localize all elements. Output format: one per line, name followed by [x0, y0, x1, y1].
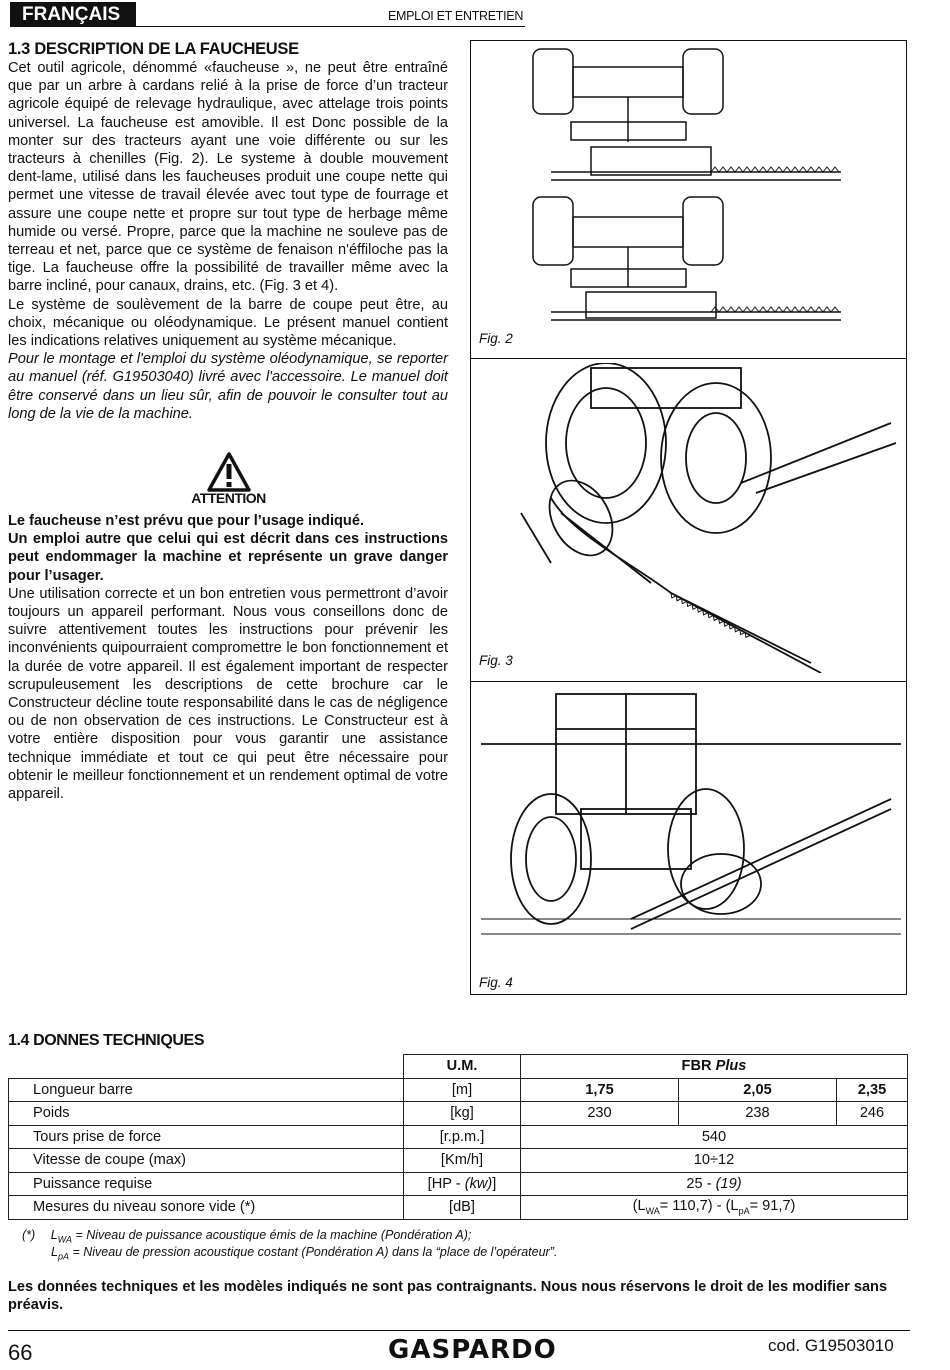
spec-value-part: (19) — [715, 1175, 742, 1192]
spec-label: Longueur barre — [9, 1078, 404, 1102]
spec-value-part: = 110,7) - (L — [659, 1198, 739, 1215]
footer-rule — [8, 1330, 910, 1331]
brand-logo: GASPARDO — [388, 1335, 557, 1365]
spec-value: 246 — [837, 1102, 908, 1126]
spec-value-part: = 91,7) — [749, 1198, 796, 1215]
spec-unit: [Km/h] — [404, 1149, 521, 1173]
spec-value: 2,35 — [837, 1078, 908, 1102]
spec-unit: [m] — [404, 1078, 521, 1102]
fig4-drawing — [481, 689, 901, 959]
spec-unit-part: (kw) — [464, 1175, 493, 1192]
specs-header-um: U.M. — [404, 1055, 521, 1079]
attention-paragraph: Une utilisation correcte et un bon entretien vous permettront d’avoir toujours un appareil performant. Nous vous conseillons donc de suivre attentivement toutes les instructions pour prévenir les inconvénients quipourraient compromettre le bon fonctionnement et la durée de votre appareil. Il est également important de respecter scrupuleusement les descriptions de cette brochure car le Constructeur décline toute responsabilité dans le cas de négligence ou de non observation de ces instructions. Le Constructeur est à votre entière disposition pour vous garantir une assistance technique immédiate et tout ce qui peut être nécessaire pour obtenir le meilleur fonctionnement et un rendement optimal de votre appareil. — [8, 585, 448, 803]
language-tab: FRANÇAIS — [10, 2, 136, 27]
spec-value-sub: pA — [738, 1206, 750, 1217]
spec-value — [521, 1196, 908, 1220]
fig3-drawing — [511, 363, 901, 673]
table-row — [9, 1196, 908, 1220]
table-row — [9, 1149, 908, 1173]
specs-header-row — [9, 1055, 908, 1079]
spec-value: 1,75 — [521, 1078, 679, 1102]
section-title-description: 1.3 DESCRIPTION DE LA FAUCHEUSE — [8, 40, 299, 58]
spec-unit: [dB] — [404, 1196, 521, 1220]
header-rule — [10, 26, 525, 27]
note-symbol-sub: pA — [57, 1251, 69, 1262]
spec-value: 2,05 — [679, 1078, 837, 1102]
figures-frame — [470, 40, 907, 995]
fig2-label: Fig. 2 — [479, 331, 513, 346]
spec-value: 230 — [521, 1102, 679, 1126]
spec-value — [521, 1172, 908, 1196]
specs-table — [8, 1054, 908, 1220]
specs-note-2 — [51, 1245, 557, 1262]
note-symbol-sub: WA — [57, 1234, 72, 1245]
spec-label: Poids — [9, 1102, 404, 1126]
table-row — [9, 1125, 908, 1149]
description-paragraph-1: Cet outil agricole, dénommé «faucheuse », ne peut être entraîné que par un arbre à cardans relié à la prise de force d’un tracteur agricole équipé de relevage hydraulique, avec attelage trois points universel. La faucheuse est amovible. Il est Donc possible de la monter sur des tracteurs ayant une voie différente ou sur les tracteurs à chenilles (Fig. 2). Le systeme à double mouvement dent-lame, utilisé dans les faucheuses produit une coupe nette qui permet une vitesse de travail élevée avec tout type de fourrage et assure une coupe nette et propre sur tout type de herbage même humide ou versé. Propre, parce que la machine ne souleve pas de terreau et net, parce que ce système de fenaison n'éffiloche pas la tige. La faucheuse offre la possibilité de travailler même avec la barre incliné, pour canaux, drains, etc. (Fig. 3 et 4). — [8, 60, 448, 295]
spec-unit — [404, 1172, 521, 1196]
section-description — [8, 40, 448, 423]
fig2-drawing — [511, 47, 871, 337]
spec-unit-part: ] — [492, 1175, 497, 1192]
spec-value-part: 25 - — [686, 1175, 716, 1192]
attention-bold-2: Un emploi autre que celui qui est décrit dans ces instructions peut endommager la machine et représente un grave danger pour l’usager. — [8, 531, 448, 584]
specs-header-empty — [9, 1055, 404, 1079]
spec-value-sub: WA — [645, 1206, 660, 1217]
document-code: cod. G19503010 — [768, 1336, 894, 1355]
description-paragraph-3: Pour le montage et l'emploi du système oléodynamique, se reporter au manuel (réf. G19503040) livré avec l'accessoire. Le manuel doit être conservé dans un lieu sûr, afin de pouvoir le consulter tout au long de la vie de la machine. — [8, 351, 448, 422]
disclaimer: Les données techniques et les modèles indiqués ne sont pas contraignants. Nous nous réservons le droit de les modifier sans préavis. — [8, 1279, 888, 1313]
section-title-specs: 1.4 DONNES TECHNIQUES — [8, 1032, 205, 1049]
spec-label: Mesures du niveau sonore vide (*) — [9, 1196, 404, 1220]
header-title: EMPLOI ET ENTRETIEN — [388, 9, 524, 23]
description-paragraph-2: Le système de soulèvement de la barre de coupe peut être, au choix, mécanique ou oléodynamique. Le présent manuel contient les indications relatives uniquement au système mécanique. — [8, 296, 448, 350]
specs-note-1 — [22, 1228, 471, 1245]
table-row — [9, 1172, 908, 1196]
note-text: = Niveau de pression acoustique costant (Pondération A) dans la “place de l’opérateur”. — [68, 1245, 558, 1259]
attention-label: ATTENTION — [191, 490, 266, 506]
spec-value: 238 — [679, 1102, 837, 1126]
attention-bold-1: Le faucheuse n’est prévu que pour l’usage indiqué. — [8, 513, 364, 529]
specs-model-name: FBR — [681, 1058, 712, 1075]
table-row — [9, 1102, 908, 1126]
section-attention — [8, 512, 448, 803]
spec-label: Puissance requise — [9, 1172, 404, 1196]
warning-triangle-icon — [207, 452, 251, 492]
specs-model-suffix: Plus — [715, 1058, 747, 1075]
fig2-rule — [470, 358, 907, 359]
fig4-label: Fig. 4 — [479, 975, 513, 990]
note-text: = Niveau de puissance acoustique émis de la machine (Pondération A); — [71, 1228, 472, 1242]
spec-label: Tours prise de force — [9, 1125, 404, 1149]
spec-value-part: (L — [632, 1198, 646, 1215]
note-marker: (*) — [22, 1228, 36, 1242]
note-symbol: L — [50, 1228, 58, 1242]
spec-label: Vitesse de coupe (max) — [9, 1149, 404, 1173]
note-symbol: L — [51, 1245, 58, 1259]
spec-value: 540 — [521, 1125, 908, 1149]
table-row — [9, 1078, 908, 1102]
spec-unit: [kg] — [404, 1102, 521, 1126]
page-number: 66 — [8, 1340, 33, 1365]
spec-value: 10÷12 — [521, 1149, 908, 1173]
spec-unit: [r.p.m.] — [404, 1125, 521, 1149]
fig3-rule — [470, 681, 907, 682]
fig3-label: Fig. 3 — [479, 653, 513, 668]
spec-unit-part: [HP - — [427, 1175, 465, 1192]
specs-header-model — [521, 1055, 908, 1079]
attention-block — [186, 452, 271, 506]
